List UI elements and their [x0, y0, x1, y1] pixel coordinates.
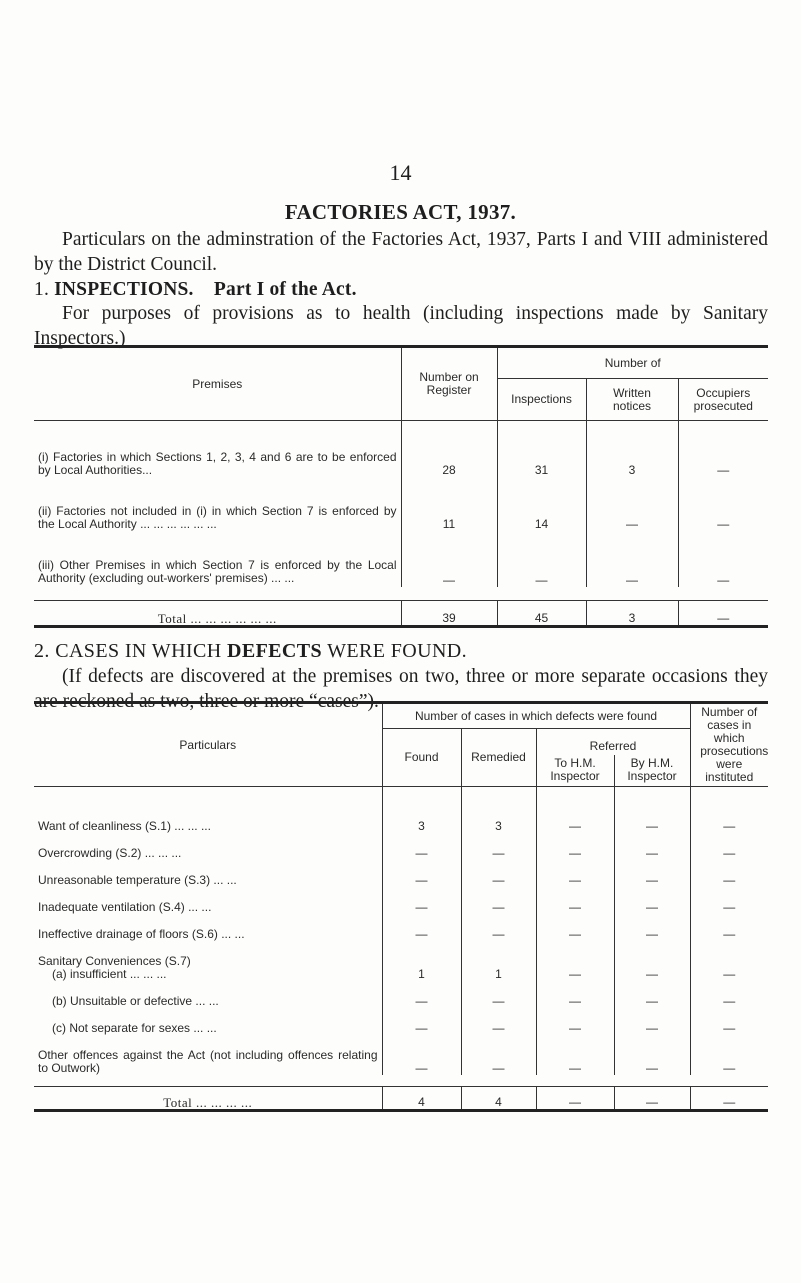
- header-inspections: Inspections: [497, 379, 586, 421]
- row-label: Other offences against the Act (not including offences relating to Outwork): [38, 1047, 378, 1075]
- total-row: [34, 1087, 768, 1111]
- table-row: [34, 787, 768, 833]
- cell-prosecutions: —: [690, 1008, 768, 1035]
- cell-by-hm: —: [614, 914, 690, 941]
- header-remedied: Remedied: [461, 729, 536, 787]
- cell-to-hm: —: [536, 860, 614, 887]
- cell-found: 1: [382, 941, 461, 981]
- section-1-purpose: For purposes of provisions as to health (including inspections made by Sanitary Inspectors.): [34, 303, 768, 349]
- total-prosecutions: —: [690, 1087, 768, 1111]
- header-by-hm: By H.M. Inspector: [614, 755, 690, 787]
- cell-found: —: [382, 887, 461, 914]
- table-row: [34, 421, 768, 477]
- cell-by-hm: —: [614, 887, 690, 914]
- row-label: Unreasonable temperature (S.3) ... ...: [38, 872, 237, 887]
- row-label-main: Sanitary Conveniences (S.7): [38, 953, 191, 968]
- cell-remedied: 1: [461, 941, 536, 981]
- section-1-number: 1.: [34, 279, 50, 300]
- total-register: 39: [401, 601, 497, 627]
- cell-prosecutions: —: [690, 787, 768, 833]
- cell-to-hm: —: [536, 941, 614, 981]
- cell-remedied: —: [461, 914, 536, 941]
- header-particulars: Particulars: [179, 737, 237, 752]
- cell-remedied: —: [461, 981, 536, 1008]
- header-found: Found: [382, 729, 461, 787]
- cell-by-hm: —: [614, 941, 690, 981]
- table-row: [34, 860, 768, 887]
- header-referred: Referred: [536, 729, 690, 755]
- cell-inspections: 31: [497, 421, 586, 477]
- section-2-heading-bold: DEFECTS: [226, 640, 323, 662]
- cell-prosecuted: —: [678, 531, 768, 587]
- table-row: [34, 981, 768, 1008]
- header-cases-group: Number of cases in which defects were found: [382, 703, 690, 729]
- cell-prosecutions: —: [690, 914, 768, 941]
- table-row: [34, 1008, 768, 1035]
- total-row: [34, 601, 768, 627]
- row-label: (c) Not separate for sexes ... ...: [52, 1020, 217, 1035]
- row-label: (b) Unsuitable or defective ... ...: [52, 993, 219, 1008]
- row-label: Overcrowding (S.2) ... ... ...: [38, 845, 182, 860]
- cell-found: —: [382, 914, 461, 941]
- cell-by-hm: —: [614, 981, 690, 1008]
- total-written: 3: [586, 601, 678, 627]
- document-title: FACTORIES ACT, 1937.: [284, 200, 517, 224]
- cell-by-hm: —: [614, 860, 690, 887]
- total-label: Total ... ... ... ...: [163, 1095, 253, 1110]
- cell-prosecutions: —: [690, 1035, 768, 1075]
- cell-found: —: [382, 1008, 461, 1035]
- table-row: [34, 887, 768, 914]
- cell-prosecutions: —: [690, 981, 768, 1008]
- total-to-hm: —: [536, 1087, 614, 1111]
- cell-remedied: —: [461, 1008, 536, 1035]
- cell-prosecutions: —: [690, 941, 768, 981]
- row-label: Ineffective drainage of floors (S.6) ... ...: [38, 926, 245, 941]
- header-occupiers-prosecuted: Occupiers prosecuted: [678, 379, 768, 421]
- cell-by-hm: —: [614, 1008, 690, 1035]
- cell-remedied: —: [461, 833, 536, 860]
- page-number: 14: [389, 160, 412, 185]
- cell-found: —: [382, 860, 461, 887]
- table-row: [34, 531, 768, 587]
- table-row: [34, 914, 768, 941]
- cell-to-hm: —: [536, 914, 614, 941]
- row-label: [34, 941, 382, 981]
- cell-register: 28: [401, 421, 497, 477]
- cell-prosecutions: —: [690, 860, 768, 887]
- inspections-table: [34, 345, 768, 628]
- cell-inspections: —: [497, 531, 586, 587]
- section-2-note: (If defects are discovered at the premises on two, three or more separate occasions they are reckoned as two, three or more “cases”).: [34, 666, 768, 712]
- row-label: (i) Factories in which Sections 1, 2, 3, 4 and 6 are to be enforced by Local Authorities...: [38, 449, 397, 477]
- cell-remedied: —: [461, 860, 536, 887]
- section-2-heading-pre: CASES IN WHICH: [55, 640, 222, 662]
- header-number-of: Number of: [497, 347, 768, 379]
- table-row: [34, 941, 768, 981]
- cell-prosecutions: —: [690, 833, 768, 860]
- row-label-sub: (a) insufficient ... ... ...: [52, 966, 167, 981]
- section-1-heading: [34, 277, 768, 302]
- total-by-hm: —: [614, 1087, 690, 1111]
- total-inspections: 45: [497, 601, 586, 627]
- cell-to-hm: —: [536, 1035, 614, 1075]
- total-label: Total ... ... ... ... ... ...: [157, 611, 277, 626]
- cell-register: 11: [401, 477, 497, 531]
- cell-remedied: 3: [461, 787, 536, 833]
- section-2-heading: [34, 640, 774, 663]
- header-written-notices: Written notices: [586, 379, 678, 421]
- cell-to-hm: —: [536, 887, 614, 914]
- header-to-hm: To H.M. Inspector: [536, 755, 614, 787]
- section-1-part: Part I of the Act.: [213, 279, 357, 300]
- cell-prosecutions: —: [690, 887, 768, 914]
- table-row: [34, 1035, 768, 1075]
- header-prosecutions: Number of cases in which prosecutions were instituted: [690, 703, 768, 787]
- cell-written: —: [586, 477, 678, 531]
- row-label: (iii) Other Premises in which Section 7 is enforced by the Local Authority (excluding out-workers' premises) ... ...: [38, 557, 397, 585]
- cell-by-hm: —: [614, 1035, 690, 1075]
- total-remedied: 4: [461, 1087, 536, 1111]
- cell-remedied: —: [461, 887, 536, 914]
- cell-found: —: [382, 1035, 461, 1075]
- cell-found: —: [382, 981, 461, 1008]
- cell-by-hm: —: [614, 833, 690, 860]
- intro-paragraph: Particulars on the adminstration of the Factories Act, 1937, Parts I and VIII administered by the District Council.: [34, 229, 768, 275]
- cell-prosecuted: —: [678, 421, 768, 477]
- header-register: Number on Register: [401, 347, 497, 421]
- cell-to-hm: —: [536, 833, 614, 860]
- cell-to-hm: —: [536, 981, 614, 1008]
- cell-to-hm: —: [536, 787, 614, 833]
- section-2-heading-post: WERE FOUND.: [327, 640, 468, 662]
- row-label: Inadequate ventilation (S.4) ... ...: [38, 899, 212, 914]
- cell-by-hm: —: [614, 787, 690, 833]
- row-label: Want of cleanliness (S.1) ... ... ...: [38, 818, 211, 833]
- cell-prosecuted: —: [678, 477, 768, 531]
- row-label: (ii) Factories not included in (i) in which Section 7 is enforced by the Local Authority ... ... ... ... ... ...: [38, 503, 397, 531]
- table-row: [34, 833, 768, 860]
- cell-to-hm: —: [536, 1008, 614, 1035]
- defects-table: [34, 701, 768, 1112]
- cell-remedied: —: [461, 1035, 536, 1075]
- cell-register: —: [401, 531, 497, 587]
- cell-written: 3: [586, 421, 678, 477]
- cell-found: —: [382, 833, 461, 860]
- section-2-number: 2.: [34, 640, 50, 662]
- header-premises: Premises: [192, 376, 243, 391]
- cell-written: —: [586, 531, 678, 587]
- cell-found: 3: [382, 787, 461, 833]
- total-prosecuted: —: [678, 601, 768, 627]
- cell-inspections: 14: [497, 477, 586, 531]
- total-found: 4: [382, 1087, 461, 1111]
- section-1-title: INSPECTIONS.: [54, 279, 194, 300]
- table-row: [34, 477, 768, 531]
